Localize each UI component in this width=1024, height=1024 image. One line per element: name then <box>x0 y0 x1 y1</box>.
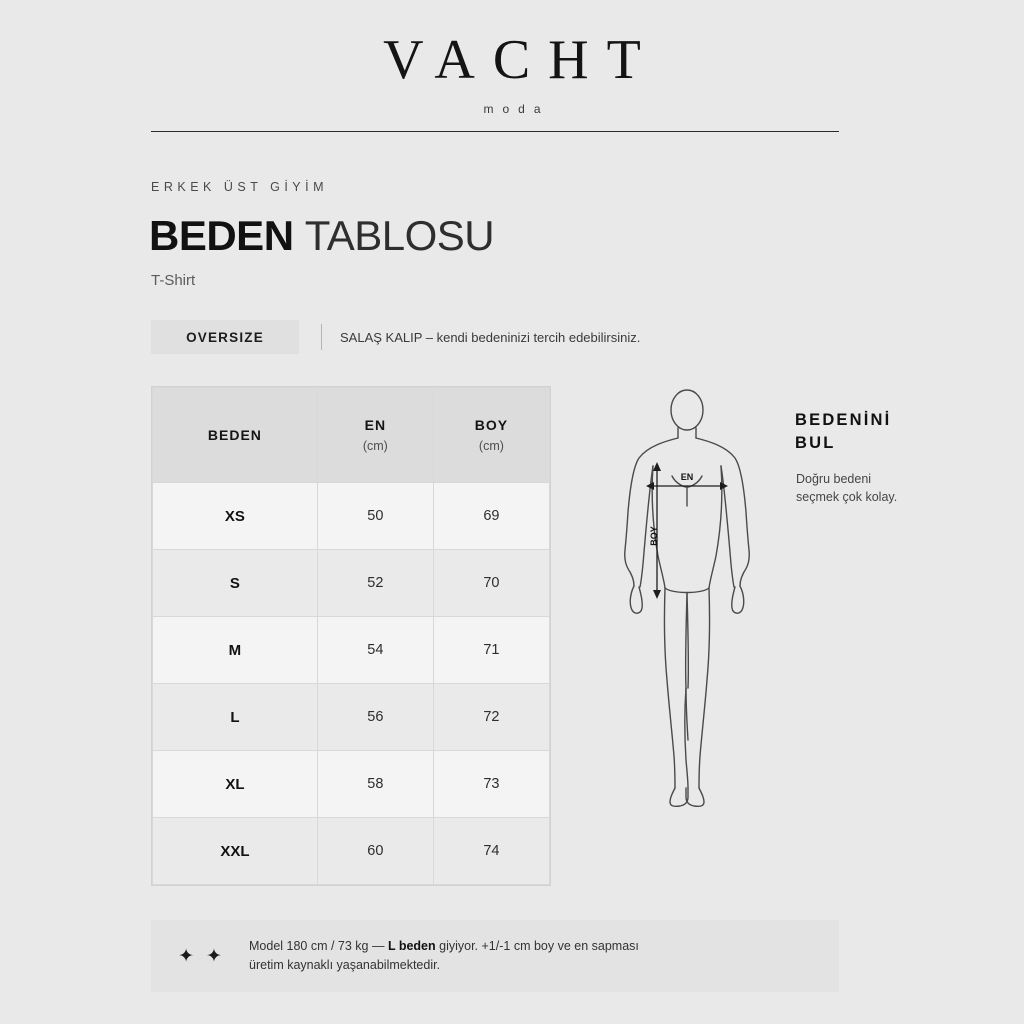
find-your-size-text-line2: seçmek çok kolay. <box>796 490 898 504</box>
cell-en: 60 <box>317 818 433 885</box>
cell-size: S <box>153 550 318 617</box>
table-row <box>153 751 550 818</box>
table-header-row <box>153 388 550 483</box>
page-title <box>149 212 494 260</box>
brand-subtitle: moda <box>483 102 550 116</box>
footer-icons <box>151 945 249 968</box>
table-header-boy <box>433 388 549 483</box>
find-your-size-text-line1: Doğru bedeni <box>796 472 872 486</box>
cell-boy: 71 <box>433 617 549 684</box>
table-row <box>153 818 550 885</box>
footer-model-suffix: giyiyor. +1/-1 cm boy ve en sapması <box>435 939 639 953</box>
table-header-size-label: BEDEN <box>207 427 262 443</box>
product-subtitle: T-Shirt <box>151 272 196 289</box>
footer-text-line2: üretim kaynaklı yaşanabilmektedir. <box>249 958 441 972</box>
cell-boy: 74 <box>433 818 549 885</box>
page-title-bold: BEDEN <box>149 212 294 259</box>
cell-en: 50 <box>317 483 433 550</box>
cell-size: XXL <box>153 818 318 885</box>
fit-badge: OVERSIZE <box>151 320 299 354</box>
fit-row <box>151 320 640 354</box>
find-your-size-title <box>795 409 891 455</box>
cell-size: M <box>153 617 318 684</box>
find-your-size-title-line1: BEDENİNİ <box>795 411 892 429</box>
cell-en: 54 <box>317 617 433 684</box>
cell-size: XS <box>153 483 318 550</box>
fit-divider <box>321 324 322 350</box>
page-title-light-text: TABLOSU <box>304 212 495 259</box>
find-your-size-text <box>796 470 897 506</box>
header-divider <box>151 131 839 132</box>
cell-size: XL <box>153 751 318 818</box>
size-table <box>151 386 551 886</box>
cell-size: L <box>153 684 318 751</box>
table-row <box>153 684 550 751</box>
footer-text-line1 <box>249 937 639 956</box>
fit-note: SALAŞ KALIP – kendi bedeninizi tercih edebilirsiniz. <box>340 329 641 345</box>
table-header-boy-label: BOY <box>474 417 509 433</box>
brand-block <box>0 28 1024 116</box>
footer-model-size: L beden <box>387 939 436 953</box>
cell-boy: 69 <box>433 483 549 550</box>
table-header-en-label: EN <box>364 417 387 433</box>
male-body-outline-icon <box>612 388 762 813</box>
footer-model-prefix: Model 180 cm / 73 kg — <box>249 939 388 953</box>
cell-boy: 73 <box>433 751 549 818</box>
table-row <box>153 483 550 550</box>
cell-en: 56 <box>317 684 433 751</box>
table-row <box>153 617 550 684</box>
figure-label-boy: BOY <box>649 526 659 546</box>
brand-name: VACHT <box>383 29 659 91</box>
sparkle-icon: ✦ <box>178 945 194 967</box>
table-row <box>153 550 550 617</box>
table-header-en <box>317 388 433 483</box>
cell-en: 58 <box>317 751 433 818</box>
footer-text <box>249 937 659 975</box>
category-eyebrow: ERKEK ÜST GİYİM <box>151 180 329 194</box>
cell-boy: 70 <box>433 550 549 617</box>
cell-boy: 72 <box>433 684 549 751</box>
cell-en: 52 <box>317 550 433 617</box>
body-figure <box>612 388 762 813</box>
footer-note <box>151 920 839 992</box>
find-your-size-title-line2: BUL <box>795 434 836 452</box>
page-title-light <box>294 212 305 259</box>
table-header-en-unit: (cm) <box>362 439 388 453</box>
sparkle-icon: ✦ <box>206 945 222 967</box>
table-header-size <box>153 388 318 483</box>
table-header-boy-unit: (cm) <box>478 439 504 453</box>
figure-label-en: EN <box>680 472 694 482</box>
